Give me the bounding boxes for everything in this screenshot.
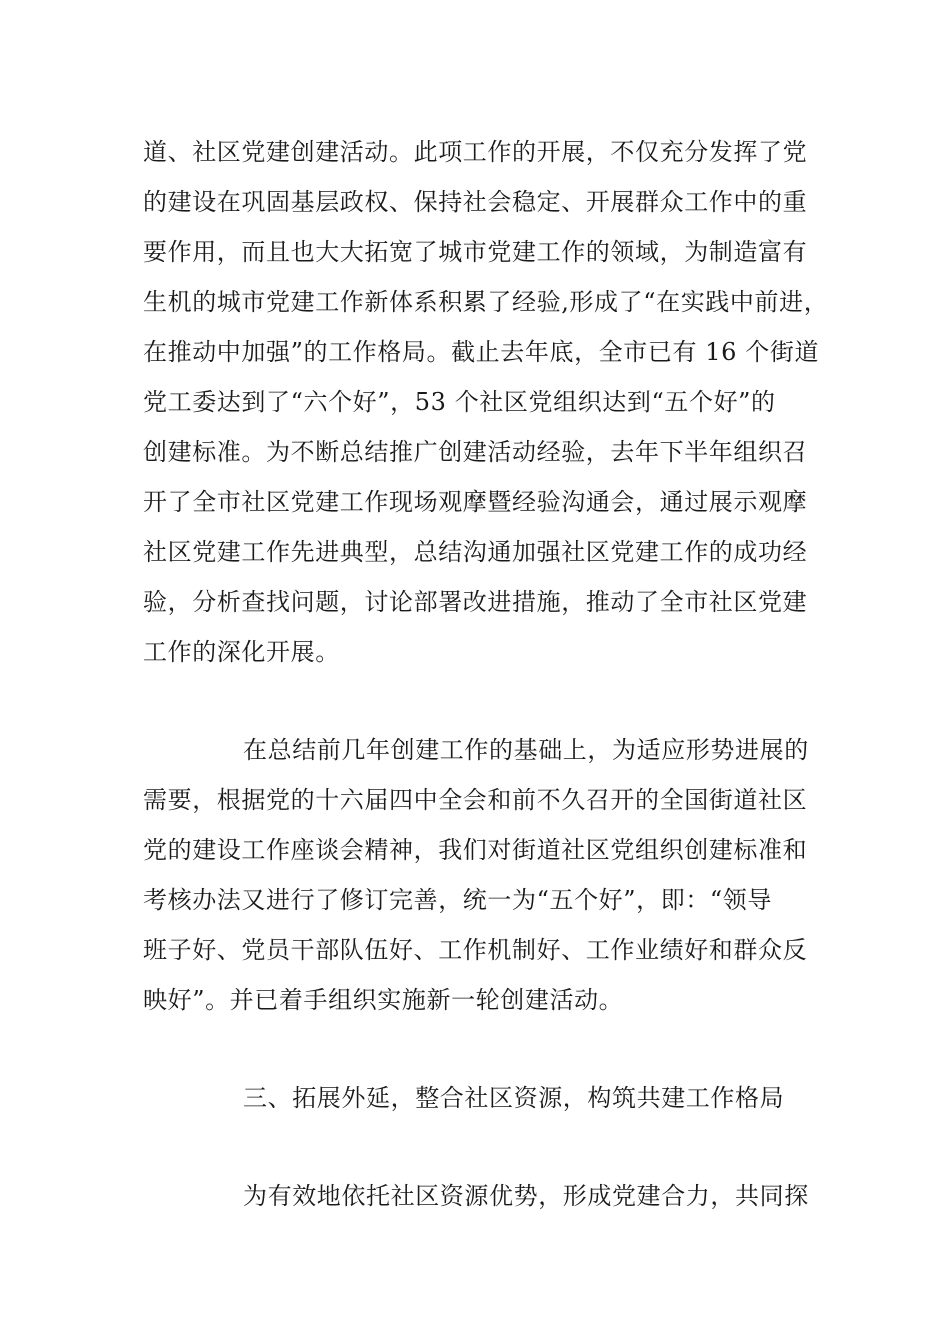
paragraph-2-line-6: 映好”。并已着手组织实施新一轮创建活动。 xyxy=(143,986,624,1014)
paragraph-3-line-1: 为有效地依托社区资源优势，形成党建合力，共同探 xyxy=(243,1182,809,1210)
paragraph-1-line-1: 道、社区党建创建活动。此项工作的开展，不仅充分发挥了党 xyxy=(143,138,808,166)
paragraph-1-line-5: 在推动中加强”的工作格局。截止去年底，全市已有 16 个街道 xyxy=(143,338,820,366)
paragraph-2-line-5: 班子好、党员干部队伍好、工作机制好、工作业绩好和群众反 xyxy=(143,936,808,964)
paragraph-1-line-9: 社区党建工作先进典型，总结沟通加强社区党建工作的成功经 xyxy=(143,538,808,566)
paragraph-1-line-2: 的建设在巩固基层政权、保持社会稳定、开展群众工作中的重 xyxy=(143,188,808,216)
paragraph-2-line-3: 党的建设工作座谈会精神，我们对街道社区党组织创建标准和 xyxy=(143,836,808,864)
paragraph-1-line-6: 党工委达到了“六个好”，53 个社区党组织达到“五个好”的 xyxy=(143,388,776,416)
paragraph-1-line-10: 验，分析查找问题，讨论部署改进措施，推动了全市社区党建 xyxy=(143,588,808,616)
paragraph-1-line-4: 生机的城市党建工作新体系积累了经验,形成了“在实践中前进， xyxy=(143,288,829,316)
paragraph-2-line-2: 需要，根据党的十六届四中全会和前不久召开的全国街道社区 xyxy=(143,786,808,814)
paragraph-1-line-8: 开了全市社区党建工作现场观摩暨经验沟通会，通过展示观摩 xyxy=(143,488,808,516)
section-heading-3: 三、拓展外延，整合社区资源，构筑共建工作格局 xyxy=(243,1084,785,1112)
paragraph-2-line-1: 在总结前几年创建工作的基础上，为适应形势进展的 xyxy=(243,736,809,764)
paragraph-1-line-3: 要作用，而且也大大拓宽了城市党建工作的领域，为制造富有 xyxy=(143,238,808,266)
paragraph-1-line-11: 工作的深化开展。 xyxy=(143,638,340,666)
paragraph-1-line-7: 创建标准。为不断总结推广创建活动经验，去年下半年组织召 xyxy=(143,438,808,466)
paragraph-2-line-4: 考核办法又进行了修订完善，统一为“五个好”，即：“领导 xyxy=(143,886,773,914)
